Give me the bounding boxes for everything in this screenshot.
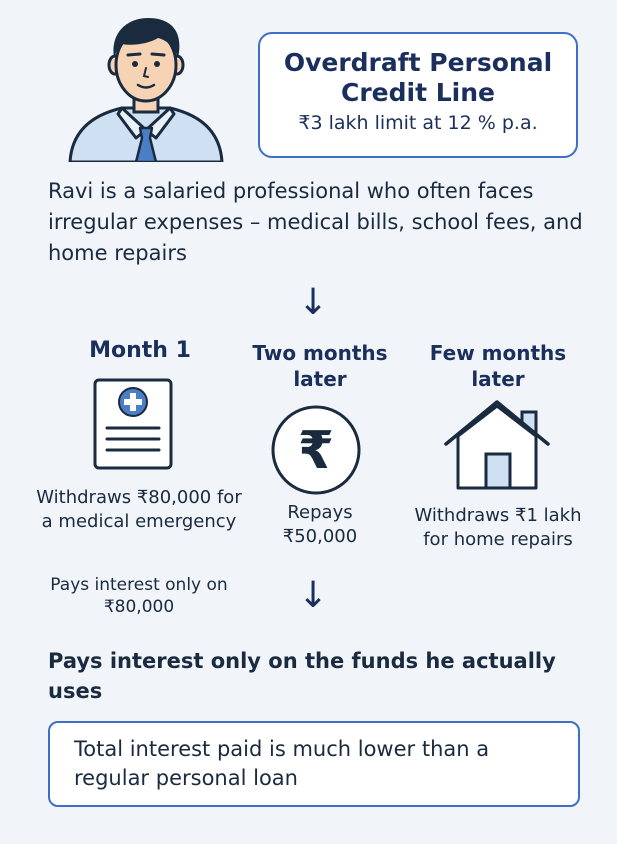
- rupee-symbol: ₹: [297, 421, 335, 481]
- timeline-title-two-months: Two months later: [252, 341, 388, 391]
- ravi-avatar: [66, 10, 226, 162]
- timeline-note-month-1: Pays interest only on ₹80,000: [50, 575, 228, 617]
- conclusion-text: Pays interest only on the funds he actually uses: [48, 649, 556, 703]
- timeline-description-two-months: Repays ₹50,000: [282, 502, 358, 547]
- title: Overdraft Personal Credit Line: [283, 48, 553, 107]
- summary-box: [48, 721, 580, 807]
- summary-text: Total interest paid is much lower than a regular personal loan: [74, 737, 490, 790]
- timeline-description-month-1: Withdraws ₹80,000 for a medical emergency: [36, 487, 242, 532]
- house-icon: [442, 398, 552, 492]
- timeline-description-few-months: Withdraws ₹1 lakh for home repairs: [414, 505, 582, 550]
- down-arrow-icon: ↓: [298, 282, 329, 323]
- subtitle: ₹3 lakh limit at 12 % p.a.: [298, 112, 538, 134]
- medical-document-icon: [93, 378, 173, 470]
- intro-text: Ravi is a salaried professional who often faces irregular expenses – medical bills, school fees, and home repairs: [48, 179, 583, 265]
- down-arrow-icon: ↓: [298, 575, 329, 616]
- title-card: [258, 32, 578, 158]
- timeline-title-few-months: Few months later: [429, 341, 567, 391]
- rupee-coin-icon: [270, 404, 362, 496]
- timeline-title-month-1: Month 1: [89, 338, 191, 363]
